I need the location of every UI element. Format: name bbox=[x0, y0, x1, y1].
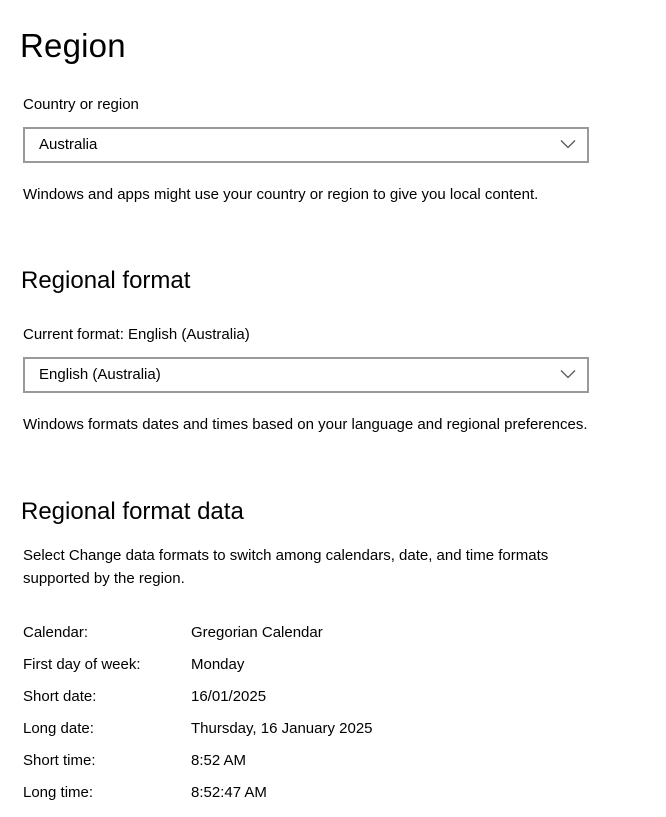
country-dropdown-value: Australia bbox=[39, 136, 98, 153]
format-data-description: Select Change data formats to switch among calendars, date, and time formats supported by the region. bbox=[23, 547, 549, 587]
data-row-value: Thursday, 16 January 2025 bbox=[191, 720, 373, 737]
data-row-key: Long date: bbox=[23, 720, 94, 737]
regional-format-heading: Regional format bbox=[21, 267, 191, 294]
format-data-heading: Regional format data bbox=[21, 498, 244, 525]
data-row-key: Calendar: bbox=[23, 624, 89, 641]
data-row-value: 8:52:47 AM bbox=[191, 784, 267, 801]
regional-format-dropdown-value: English (Australia) bbox=[39, 366, 161, 383]
data-row-value: 8:52 AM bbox=[191, 752, 247, 769]
data-row-value: Monday bbox=[191, 656, 245, 673]
chevron-down-icon bbox=[560, 139, 576, 149]
regional-format-dropdown[interactable] bbox=[23, 357, 589, 393]
country-description: Windows and apps might use your country or region to give you local content. bbox=[23, 186, 539, 203]
data-row-key: Long time: bbox=[23, 784, 94, 801]
regional-format-description: Windows formats dates and times based on your language and regional preferences. bbox=[23, 416, 588, 433]
data-row-key: First day of week: bbox=[23, 656, 141, 673]
country-label: Country or region bbox=[23, 96, 139, 113]
data-row-value: 16/01/2025 bbox=[191, 688, 267, 705]
data-row-value: Gregorian Calendar bbox=[191, 624, 323, 641]
page-title: Region bbox=[20, 27, 126, 64]
data-row-key: Short date: bbox=[23, 688, 97, 705]
data-row-key: Short time: bbox=[23, 752, 96, 769]
current-format-label: Current format: English (Australia) bbox=[23, 326, 250, 343]
chevron-down-icon bbox=[560, 369, 576, 379]
country-dropdown[interactable] bbox=[23, 127, 589, 163]
